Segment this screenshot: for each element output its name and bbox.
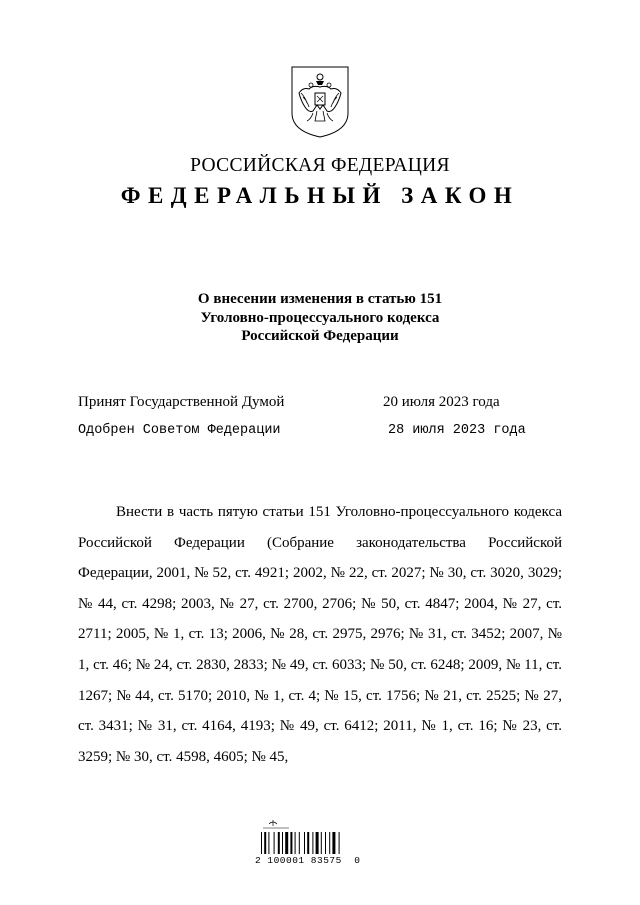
barcode-icon — [259, 818, 351, 878]
law-body-paragraph — [78, 497, 562, 772]
law-title-line: О внесении изменения в статью 151 — [197, 291, 443, 307]
coat-of-arms-icon — [289, 63, 351, 139]
duma-adoption-label: Принят Государственной Думой — [78, 394, 285, 410]
law-title — [150, 290, 490, 346]
council-approval-label: Одобрен Советом Федерации — [78, 423, 281, 438]
duma-adoption-date: 20 июля 2023 года — [383, 394, 500, 410]
law-title-line: Российской Федерации — [241, 328, 399, 344]
law-title-line: Уголовно-процессуального кодекса — [200, 309, 440, 326]
country-heading: РОССИЙСКАЯ ФЕДЕРАЦИЯ — [190, 155, 450, 176]
law-body-text: Внести в часть пятую статьи 151 Уголовно-процессуального кодекса Российской Федерации (Собрание законодательства Российской Федерации, 2001, № 52, ст. 4921; 2002, № 22, ст. 2027; № 30, ст. 3020, 3029; № 44, ст. 4298; 2003, № 27, ст. 2700, 2706; № 50, ст. 4847; 2004, № 27, ст. 2711; 2005, № 1, ст. 13; 2006, № 28, ст. 2975, 2976; № 31, ст. 3452; 2007, № 1, ст. 46; № 24, ст. 2830, 2833; № 49, ст. 6033; № 50, ст. 6248; 2009, № 11, ст. 1267; № 44, ст. 5170; 2010, № 1, ст. 4; № 15, ст. 1756; № 21, ст. 2525; № 27, ст. 3431; № 31, ст. 4164, 4193; № 49, ст. 6412; 2011, № 1, ст. 16; № 23, ст. 3259; № 30, ст. 4598, 4605; № 45, — [78, 504, 562, 765]
council-approval-date: 28 июля 2023 года — [388, 423, 526, 438]
law-type-heading: ФЕДЕРАЛЬНЫЙ ЗАКОН — [120, 183, 520, 208]
barcode-number: 2 100001 83575 0 — [255, 855, 361, 866]
